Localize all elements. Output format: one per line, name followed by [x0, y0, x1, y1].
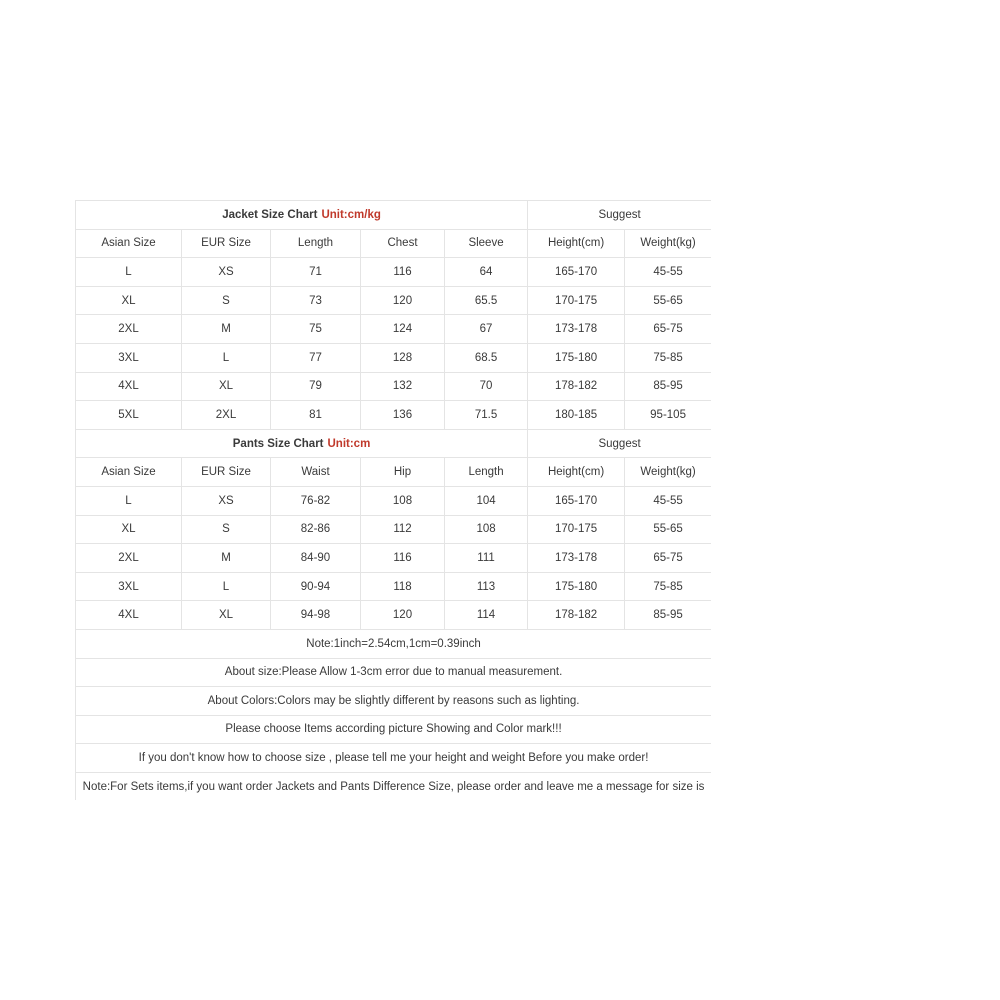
table-cell: 73 — [271, 286, 361, 315]
table-cell: 175-180 — [528, 572, 625, 601]
jacket-header-row — [76, 229, 712, 258]
table-cell: 136 — [361, 401, 445, 430]
size-chart-table — [75, 200, 711, 800]
pants-title-row — [76, 429, 712, 458]
size-chart — [75, 200, 711, 800]
table-cell: M — [182, 315, 271, 344]
table-cell: 75-85 — [625, 572, 711, 601]
table-cell: 55-65 — [625, 286, 711, 315]
table-row — [76, 544, 712, 573]
table-cell: 81 — [271, 401, 361, 430]
table-cell: 120 — [361, 601, 445, 630]
note-row — [76, 772, 712, 800]
table-cell: 3XL — [76, 572, 182, 601]
jacket-title-text: Jacket Size Chart — [222, 208, 318, 221]
table-cell: 2XL — [76, 315, 182, 344]
table-cell: 118 — [361, 572, 445, 601]
table-cell: 65-75 — [625, 315, 711, 344]
table-cell: 85-95 — [625, 601, 711, 630]
table-cell: 178-182 — [528, 372, 625, 401]
table-cell: 77 — [271, 343, 361, 372]
column-header: Weight(kg) — [625, 458, 711, 487]
table-cell: 180-185 — [528, 401, 625, 430]
table-cell: 165-170 — [528, 258, 625, 287]
table-cell: XS — [182, 258, 271, 287]
table-cell: 2XL — [182, 401, 271, 430]
table-row — [76, 343, 712, 372]
table-cell: 67 — [445, 315, 528, 344]
column-header: Height(cm) — [528, 229, 625, 258]
column-header: Weight(kg) — [625, 229, 711, 258]
column-header: Height(cm) — [528, 458, 625, 487]
note-choose-items: Please choose Items according picture Showing and Color mark!!! — [76, 715, 712, 744]
jacket-chart-title — [76, 201, 528, 230]
table-cell: 116 — [361, 258, 445, 287]
note-sets-items: Note:For Sets items,if you want order Jackets and Pants Difference Size, please order and leave me a message for size is — [76, 772, 712, 800]
table-cell: 5XL — [76, 401, 182, 430]
table-row — [76, 572, 712, 601]
note-row — [76, 744, 712, 773]
table-row — [76, 258, 712, 287]
table-cell: L — [182, 572, 271, 601]
note-row — [76, 629, 712, 658]
note-about-colors: About Colors:Colors may be slightly different by reasons such as lighting. — [76, 687, 712, 716]
pants-title-text: Pants Size Chart — [232, 437, 324, 450]
table-cell: 82-86 — [271, 515, 361, 544]
table-cell: 64 — [445, 258, 528, 287]
jacket-unit-label: Unit:cm/kg — [321, 208, 381, 221]
note-row — [76, 658, 712, 687]
table-row — [76, 515, 712, 544]
table-cell: 104 — [445, 486, 528, 515]
table-cell: M — [182, 544, 271, 573]
table-cell: 4XL — [76, 372, 182, 401]
table-cell: 178-182 — [528, 601, 625, 630]
table-cell: 65-75 — [625, 544, 711, 573]
table-row — [76, 372, 712, 401]
table-row — [76, 486, 712, 515]
table-cell: 45-55 — [625, 258, 711, 287]
column-header: Sleeve — [445, 229, 528, 258]
table-cell: 95-105 — [625, 401, 711, 430]
column-header: Asian Size — [76, 229, 182, 258]
table-cell: L — [76, 486, 182, 515]
table-cell: 132 — [361, 372, 445, 401]
jacket-suggest-header: Suggest — [528, 201, 711, 230]
table-cell: 108 — [361, 486, 445, 515]
table-cell: 114 — [445, 601, 528, 630]
jacket-title-row — [76, 201, 712, 230]
table-cell: 2XL — [76, 544, 182, 573]
column-header: Hip — [361, 458, 445, 487]
table-cell: 120 — [361, 286, 445, 315]
column-header: EUR Size — [182, 458, 271, 487]
table-cell: 173-178 — [528, 315, 625, 344]
table-cell: 71.5 — [445, 401, 528, 430]
table-cell: 175-180 — [528, 343, 625, 372]
table-cell: 112 — [361, 515, 445, 544]
table-cell: S — [182, 515, 271, 544]
table-cell: XL — [76, 515, 182, 544]
note-row — [76, 687, 712, 716]
note-about-size: About size:Please Allow 1-3cm error due to manual measurement. — [76, 658, 712, 687]
table-cell: 90-94 — [271, 572, 361, 601]
pants-chart-title — [76, 429, 528, 458]
table-cell: 108 — [445, 515, 528, 544]
pants-unit-label: Unit:cm — [327, 437, 371, 450]
table-cell: 111 — [445, 544, 528, 573]
table-cell: 124 — [361, 315, 445, 344]
table-cell: 3XL — [76, 343, 182, 372]
table-cell: 70 — [445, 372, 528, 401]
column-header: Waist — [271, 458, 361, 487]
table-cell: L — [182, 343, 271, 372]
table-cell: XL — [76, 286, 182, 315]
table-cell: 45-55 — [625, 486, 711, 515]
table-cell: XL — [182, 601, 271, 630]
table-row — [76, 315, 712, 344]
table-cell: 75-85 — [625, 343, 711, 372]
table-cell: 113 — [445, 572, 528, 601]
table-row — [76, 401, 712, 430]
table-row — [76, 601, 712, 630]
table-cell: 68.5 — [445, 343, 528, 372]
table-cell: 116 — [361, 544, 445, 573]
table-cell: XS — [182, 486, 271, 515]
pants-header-row — [76, 458, 712, 487]
table-row — [76, 286, 712, 315]
table-cell: 79 — [271, 372, 361, 401]
table-cell: 75 — [271, 315, 361, 344]
table-cell: 128 — [361, 343, 445, 372]
table-cell: 71 — [271, 258, 361, 287]
column-header: Asian Size — [76, 458, 182, 487]
table-cell: 84-90 — [271, 544, 361, 573]
note-row — [76, 715, 712, 744]
table-cell: 165-170 — [528, 486, 625, 515]
note-height-weight: If you don't know how to choose size , please tell me your height and weight Before you make order! — [76, 744, 712, 773]
table-cell: L — [76, 258, 182, 287]
table-cell: 76-82 — [271, 486, 361, 515]
table-cell: 170-175 — [528, 286, 625, 315]
column-header: Chest — [361, 229, 445, 258]
table-cell: 94-98 — [271, 601, 361, 630]
note-conversion: Note:1inch=2.54cm,1cm=0.39inch — [76, 629, 712, 658]
table-cell: XL — [182, 372, 271, 401]
column-header: EUR Size — [182, 229, 271, 258]
table-cell: 55-65 — [625, 515, 711, 544]
table-cell: 4XL — [76, 601, 182, 630]
pants-suggest-header: Suggest — [528, 429, 711, 458]
table-cell: 173-178 — [528, 544, 625, 573]
column-header: Length — [445, 458, 528, 487]
table-cell: 85-95 — [625, 372, 711, 401]
column-header: Length — [271, 229, 361, 258]
table-cell: 65.5 — [445, 286, 528, 315]
table-cell: 170-175 — [528, 515, 625, 544]
table-cell: S — [182, 286, 271, 315]
